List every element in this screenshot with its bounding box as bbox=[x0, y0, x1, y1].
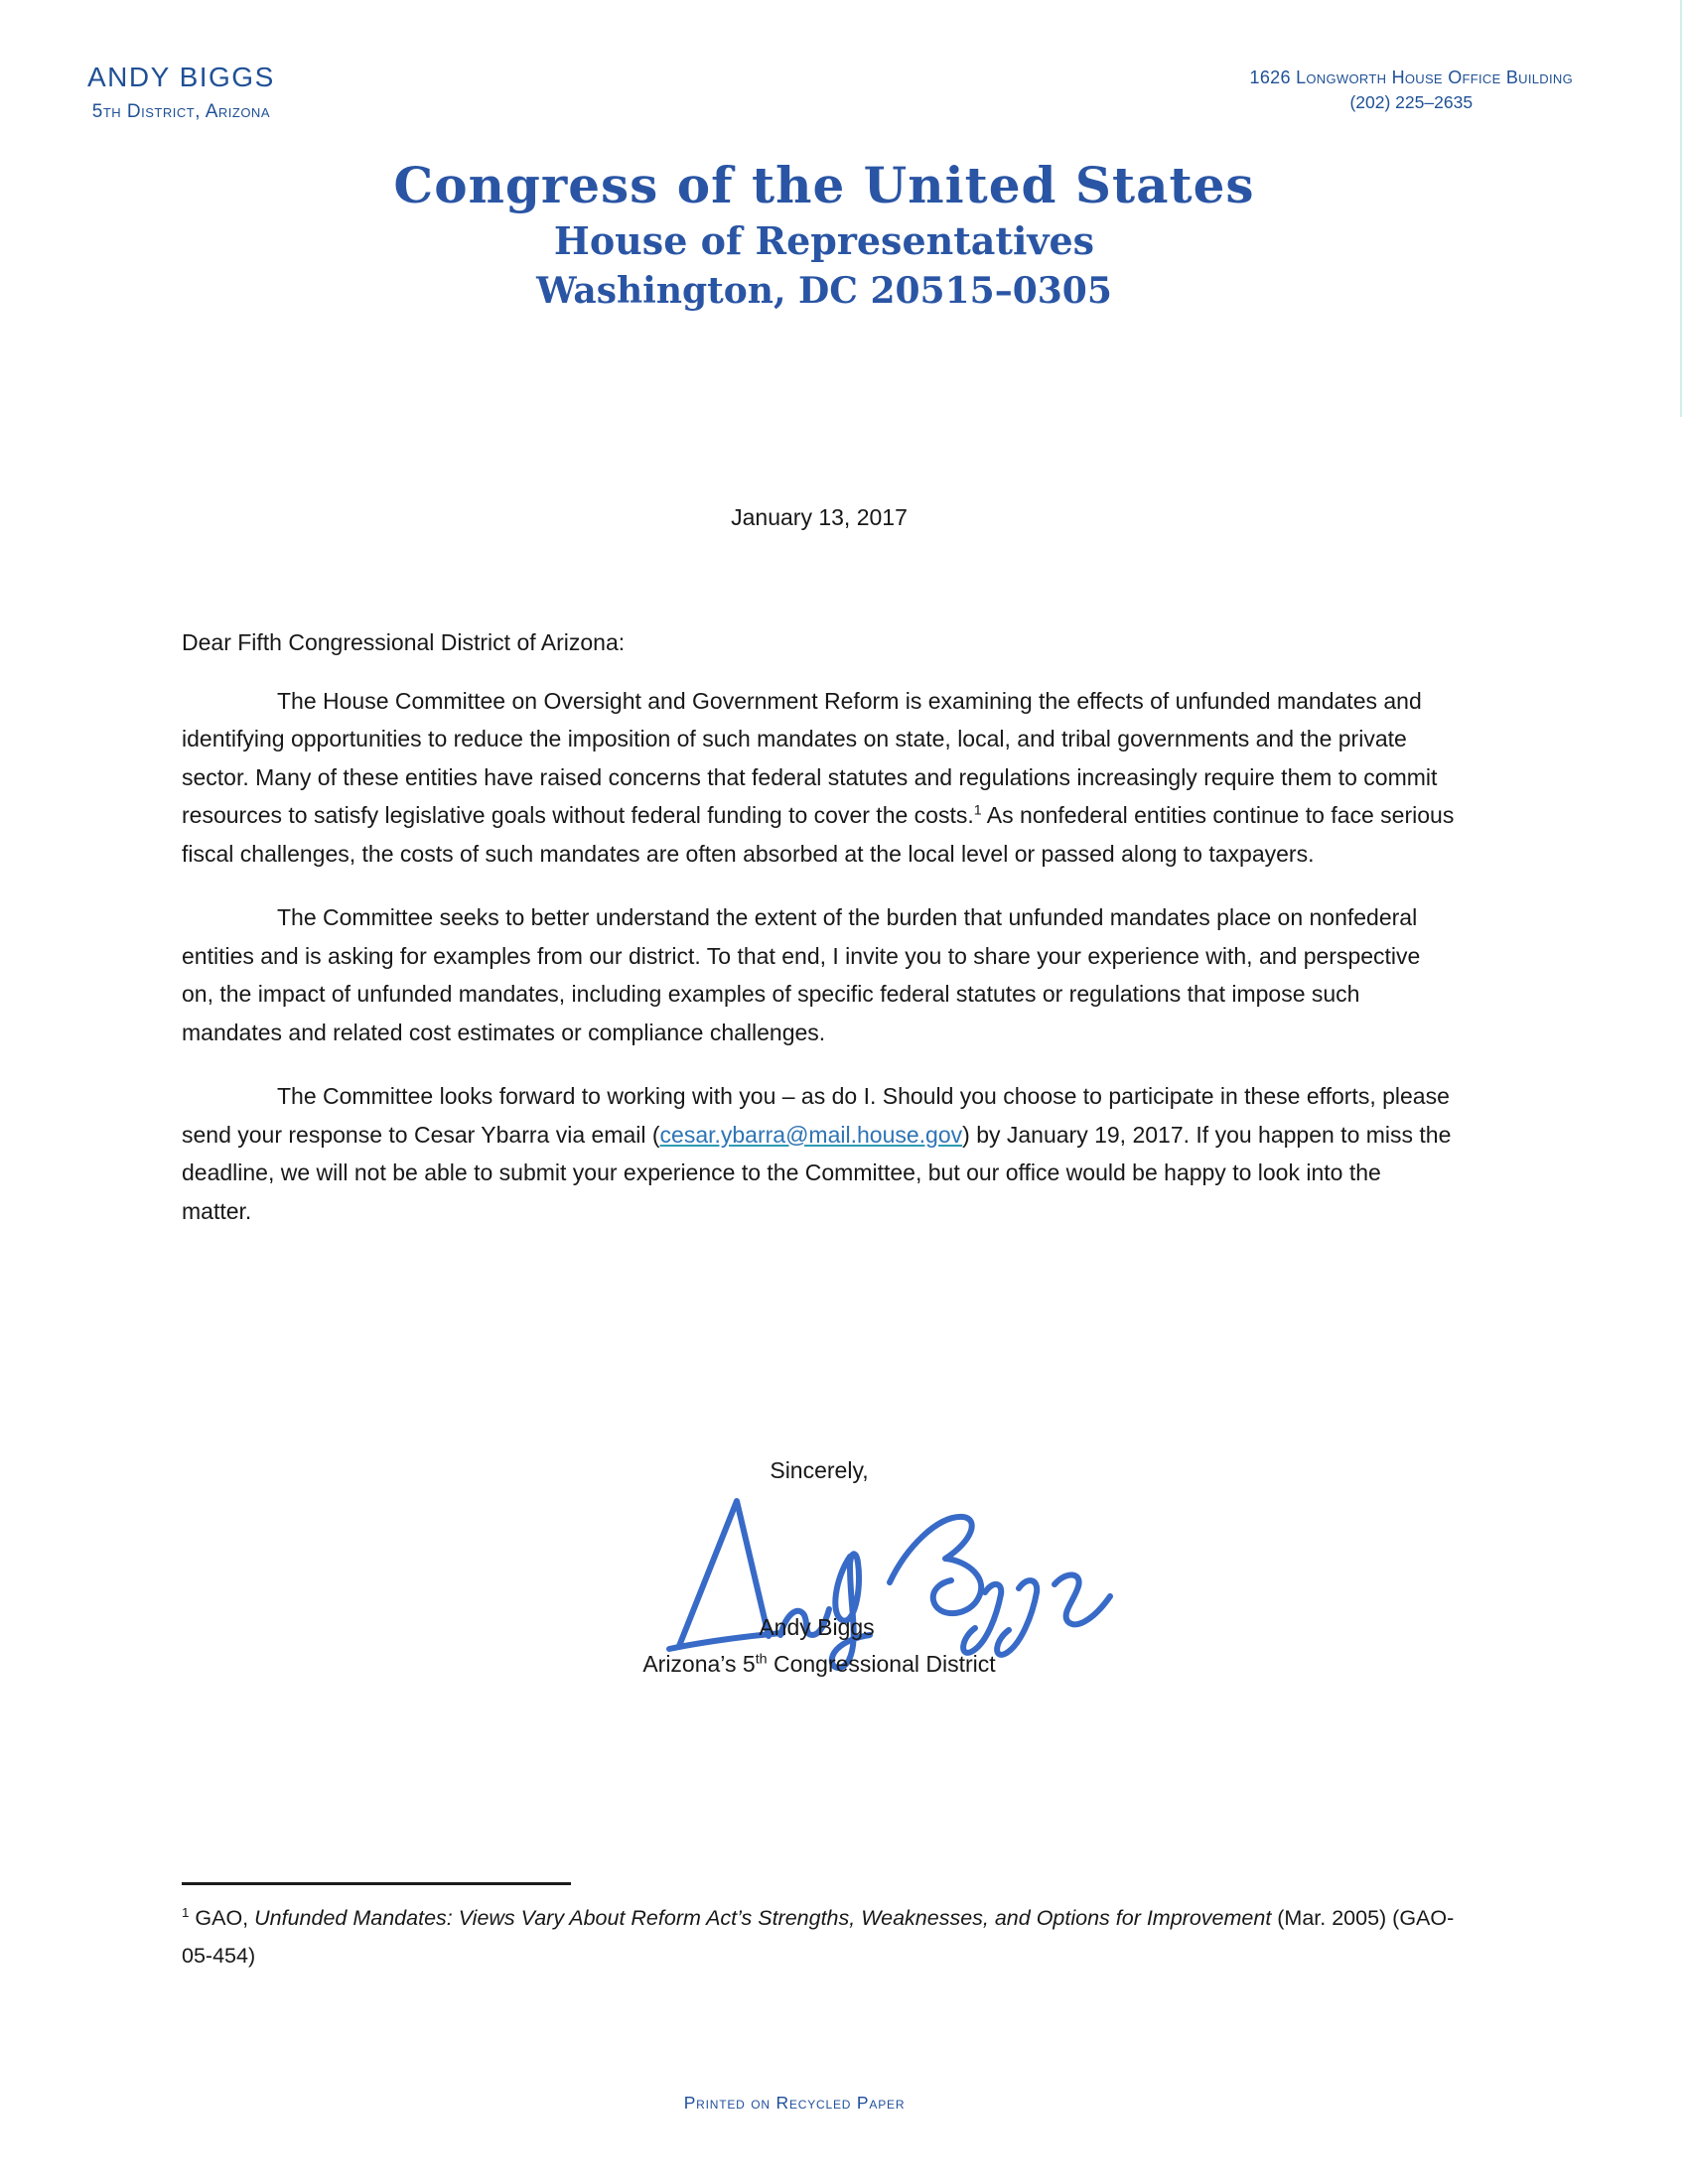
sender-district: 5th District, Arizona bbox=[91, 101, 270, 122]
closing-title bbox=[0, 1651, 1638, 1678]
sender-name: ANDY BIGGS bbox=[87, 62, 275, 92]
paragraph-1-text: The House Committee on Oversight and Government Reform is examining the effects of unfunded mandates and identifying opportunities to reduce the imposition of such mandates on state, local, and tribal governments and the private sector. Many of these entities have raised concerns that federal statutes and regulations increasingly require them to commit resources to satisfy legislative goals without federal funding to cover the costs. bbox=[182, 687, 1438, 828]
paragraph-2 bbox=[182, 898, 1455, 1051]
closing-title-post: Congressional District bbox=[767, 1651, 996, 1677]
signature-scribble bbox=[663, 1487, 1115, 1671]
office-block bbox=[1250, 68, 1573, 113]
paragraph-3-text-before: The Committee looks forward to working with you – as do I. Should you choose to participate in these efforts, please send your response to Cesar Ybarra via email ( bbox=[182, 1083, 1450, 1148]
footnote-reference: 1 bbox=[973, 802, 982, 819]
footnote bbox=[182, 1882, 1473, 1975]
footnote-text bbox=[182, 1899, 1473, 1975]
closing-title-ordinal: th bbox=[755, 1651, 768, 1668]
office-address: 1626 Longworth House Office Building bbox=[1249, 68, 1573, 87]
scan-artifact bbox=[1680, 0, 1682, 417]
footnote-marker: 1 bbox=[182, 1904, 190, 1920]
letterhead bbox=[0, 157, 1648, 314]
salutation: Dear Fifth Congressional District of Arizona: bbox=[182, 629, 626, 655]
office-phone: (202) 225–2635 bbox=[1349, 92, 1474, 112]
letter-date: January 13, 2017 bbox=[731, 504, 908, 530]
letter-body bbox=[182, 623, 1455, 1256]
letterhead-congress: Congress of the United States bbox=[393, 156, 1255, 214]
footnote-lead: GAO, bbox=[189, 1906, 255, 1930]
paragraph-3-text-after: ) by January 19, 2017. If you happen to miss the deadline, we will not be able to submit your experience to the Committee, but our office would be happy to look into the matter. bbox=[182, 1121, 1452, 1224]
footnote-citation-title: Unfunded Mandates: Views Vary About Reform Act’s Strengths, Weaknesses, and Options for Improvement bbox=[254, 1906, 1272, 1930]
paragraph-1 bbox=[182, 682, 1455, 874]
letterhead-house: House of Representatives bbox=[553, 218, 1095, 263]
footnote-rule bbox=[182, 1882, 571, 1885]
sender-block bbox=[87, 62, 275, 123]
closing-typed-name: Andy Biggs bbox=[759, 1614, 875, 1640]
paragraph-1-text-after: As nonfederal entities continue to face serious fiscal challenges, the costs of such mandates are often absorbed at the local level or passed along to taxpayers. bbox=[182, 802, 1455, 867]
paragraph-3 bbox=[182, 1077, 1455, 1230]
footnote-tail: (Mar. 2005) (GAO-05-454) bbox=[182, 1906, 1455, 1968]
paragraph-2-text: The Committee seeks to better understand the extent of the burden that unfunded mandates place on nonfederal entities and is asking for examples from our district. To that end, I invite you to share your experience with, and perspective on, the impact of unfunded mandates, including examples of specific federal statutes or regulations that impose such mandates and related cost estimates or compliance challenges. bbox=[182, 904, 1421, 1045]
letterhead-city: Washington, DC 20515–0305 bbox=[536, 270, 1112, 312]
valediction: Sincerely, bbox=[770, 1457, 869, 1483]
recycled-paper-notice: Printed on Recycled Paper bbox=[683, 2093, 906, 2113]
email-link[interactable]: cesar.ybarra@mail.house.gov bbox=[659, 1121, 963, 1148]
closing-title-pre: Arizona’s 5 bbox=[642, 1651, 756, 1677]
